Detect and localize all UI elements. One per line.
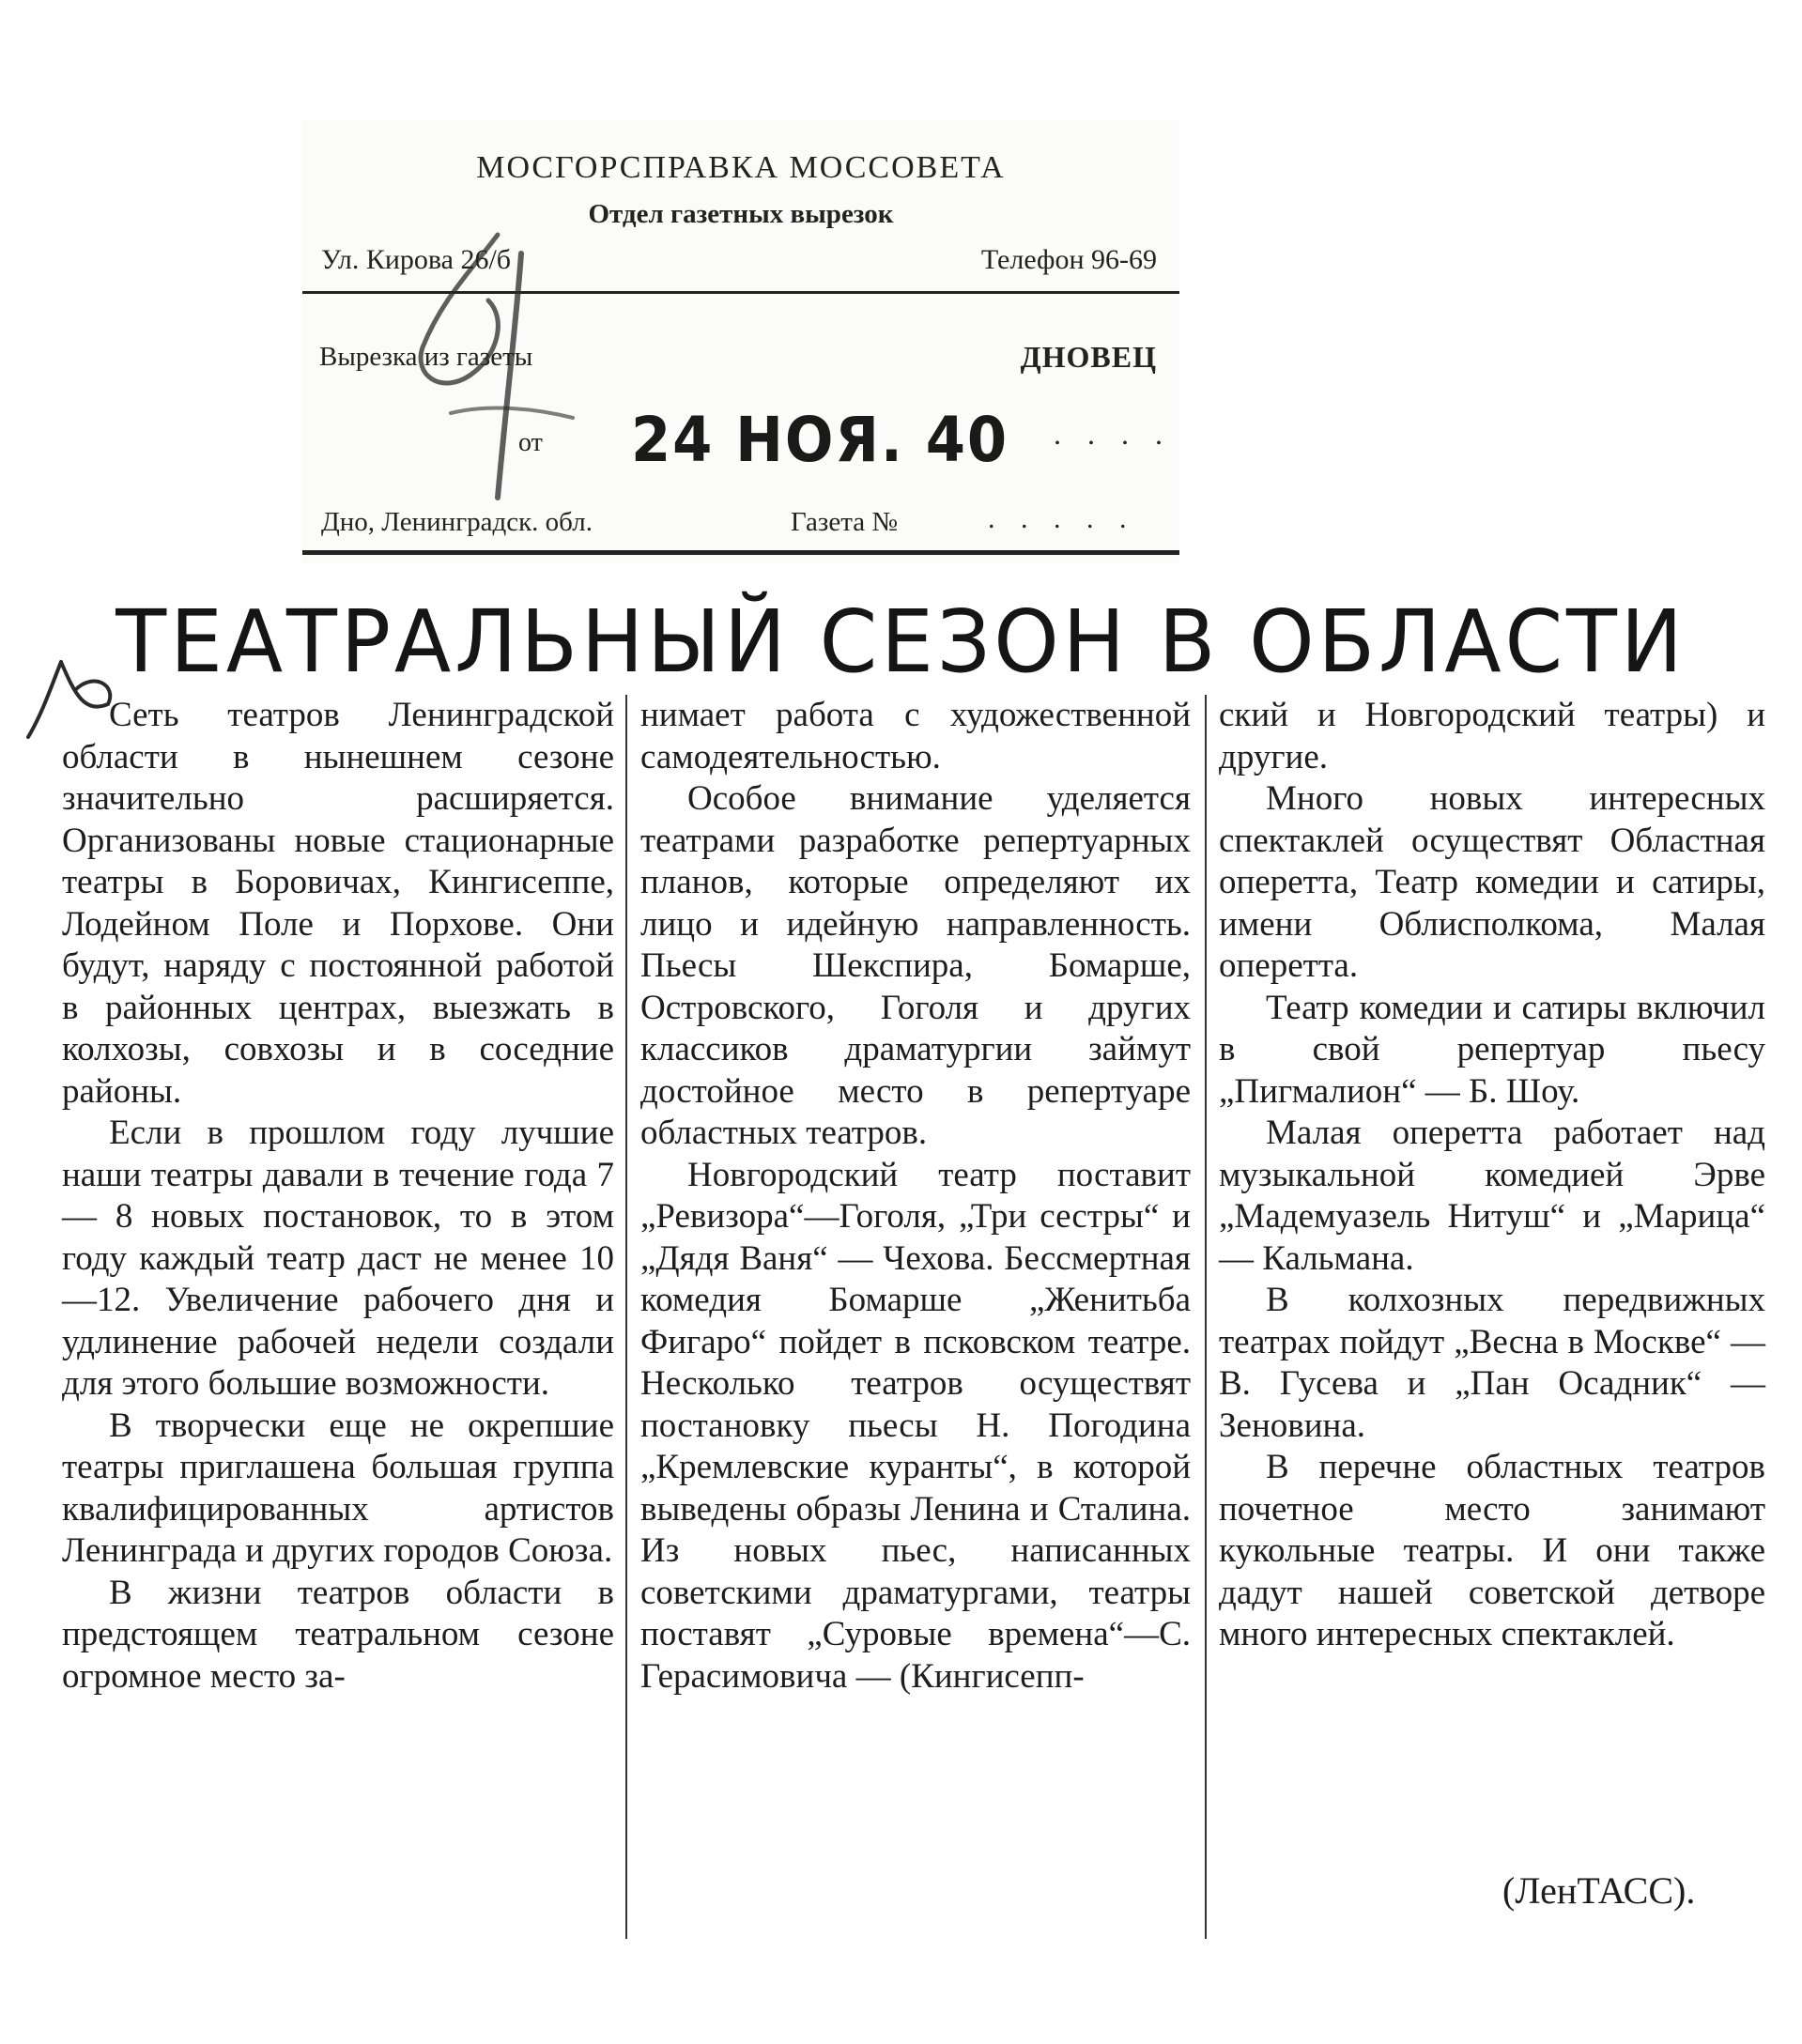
place-name: Дно, Ленинградск. обл. [321,507,593,537]
address: Ул. Кирова 26/б [321,244,512,275]
paragraph: В перечне областных театров почетное место занимают кукольные театры. И они также дадут нашей советской детворе много интересных спектаклей. [1219,1448,1765,1653]
paragraph: Малая оперетта работает над музыкальной комедией Эрве „Мадемуазель Нитуш“ и „Марица“ — Кальмана. [1219,1114,1765,1278]
paragraph: нимает работа с художественной самодеятельностью. [640,696,1191,776]
paragraph: Особое внимание уделяется театрами разработке репертуарных планов, которые определяют их лицо и идейную направленность. Пьесы Шекспира, Бомарше, Островского, Гоголя и других классиков драматургии займут достойное место в репертуаре областных театров. [640,779,1191,1152]
article-headline: ТЕАТРАЛЬНЫЙ СЕЗОН В ОБЛАСТИ [116,592,1686,692]
article-column-3 [1219,695,1765,1656]
paragraph: Новгородский театр поставит „Ревизора“—Гоголя, „Три сестры“ и „Дядя Ваня“ — Чехова. Бессмертная комедия Бомарше „Женитьба Фигаро“ пойдет в псковском театре. Несколько театров осуществят постановку пьесы Н. Погодина „Кремлевские куранты“, в которой выведены образы Ленина и Сталина. Из новых пьес, написанных советскими драматургами, театры поставят „Суровые времена“—С. Герасимовича — (Кингисепп- [640,1155,1191,1696]
paragraph: Много новых интересных спектаклей осуществят Областная оперетта, Театр комедии и сатиры, имени Облисполкома, Малая оперетта. [1219,779,1765,985]
newspaper-name: ДНОВЕЦ [1020,340,1157,374]
agency-name: МОСГОРСПРАВКА МОССОВЕТА [476,150,1006,185]
date-dots: . . . . [1054,417,1172,451]
paragraph: В жизни театров области в предстоящем театральном сезоне огромное место за- [62,1573,614,1696]
cut-label: Вырезка из газеты [319,342,533,372]
date-stamp: 24 НОЯ. 40 [631,404,1009,476]
paragraph: ский и Новгородский театры) и другие. [1219,696,1765,776]
date-from-label: от [518,428,543,457]
paragraph: В творчески еще не окрепшие театры приглашена большая группа квалифицированных артистов Ленинграда и других городов Союза. [62,1406,614,1570]
clipping-header [302,120,1179,563]
header-rule-bottom [302,550,1179,555]
header-rule-top [302,291,1179,294]
phone-number: Телефон 96-69 [980,244,1157,275]
issue-dots: . . . . . [988,503,1136,534]
article-column-1 [62,695,614,1698]
column-divider [1205,695,1207,1939]
department-name: Отдел газетных вырезок [588,199,894,229]
article-column-2 [640,695,1191,1698]
paragraph: Театр комедии и сатиры включил в свой репертуар пьесу „Пигмалион“ — Б. Шоу. [1219,988,1765,1111]
column-divider [625,695,627,1939]
paragraph: Если в прошлом году лучшие наши театры давали в течение года 7 — 8 новых постановок, то в этом году каждый театр даст не менее 10—12. Увеличение рабочего дня и удлинение рабочей недели создали для этого большие возможности. [62,1114,614,1403]
paragraph: Сеть театров Ленинградской области в нынешнем сезоне значительно расширяется. Организованы новые стационарные театры в Боровичах, Кингисеппе, Лодейном Поле и Порхове. Они будут, наряду с постоянной работой в районных центрах, выезжать в колхозы, совхозы и в соседние районы. [62,696,614,1111]
paragraph: В колхозных передвижных театрах пойдут „Весна в Москве“ — В. Гусева и „Пан Осадник“ — Зеновина. [1219,1281,1765,1445]
agency-signoff: (ЛенТАСС). [1502,1869,1696,1912]
issue-label: Газета № [791,507,899,537]
